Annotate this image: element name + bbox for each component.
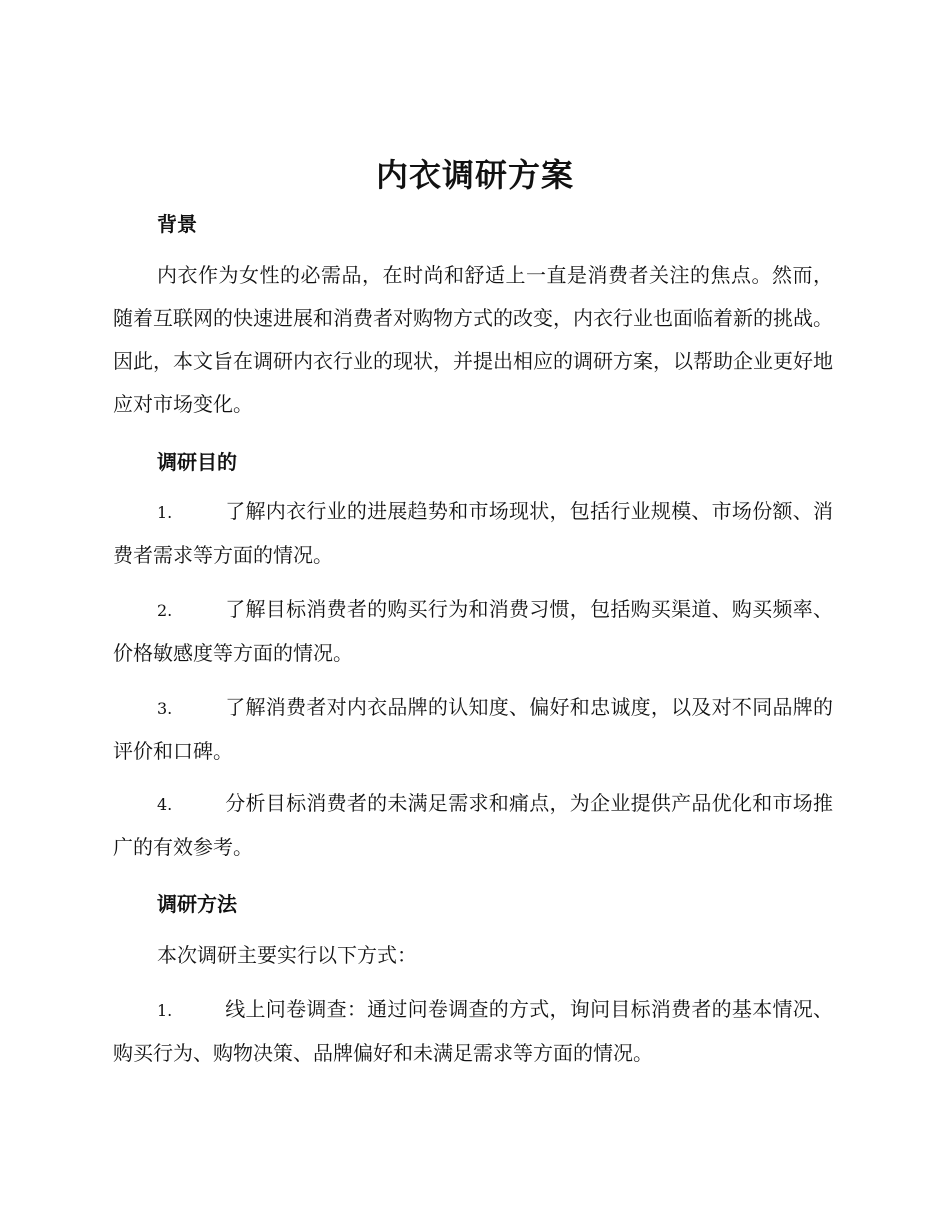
section-heading-objectives: 调研目的 xyxy=(157,450,237,474)
list-item-number: 1. xyxy=(157,1001,173,1020)
section-heading-background: 背景 xyxy=(157,212,197,236)
list-item xyxy=(113,782,833,869)
background-paragraph: 内衣作为女性的必需品，在时尚和舒适上一直是消费者关注的焦点。然而，随着互联网的快速进展和消费者对购物方式的改变，内衣行业也面临着新的挑战。因此，本文旨在调研内衣行业的现状，并提出相应的调研方案，以帮助企业更好地应对市场变化。 xyxy=(113,263,833,416)
list-item-text: 了解内衣行业的进展趋势和市场现状，包括行业规模、市场份额、消费者需求等方面的情况。 xyxy=(113,499,833,567)
list-item-number: 1. xyxy=(157,503,173,522)
list-item-text: 了解消费者对内衣品牌的认知度、偏好和忠诚度，以及对不同品牌的评价和口碑。 xyxy=(113,695,833,763)
document-title: 内衣调研方案 xyxy=(375,156,574,194)
list-item xyxy=(113,988,833,1075)
list-item-text: 了解目标消费者的购买行为和消费习惯，包括购买渠道、购买频率、价格敏感度等方面的情况。 xyxy=(113,597,833,665)
list-item xyxy=(113,686,833,773)
list-item-number: 2. xyxy=(157,601,173,620)
list-item-text: 分析目标消费者的未满足需求和痛点，为企业提供产品优化和市场推广的有效参考。 xyxy=(113,791,833,859)
list-item xyxy=(113,588,833,675)
list-item xyxy=(113,490,833,577)
list-item-number: 4. xyxy=(157,795,173,814)
list-item-number: 3. xyxy=(157,699,173,718)
list-item-text: 线上问卷调查：通过问卷调查的方式，询问目标消费者的基本情况、购买行为、购物决策、品牌偏好和未满足需求等方面的情况。 xyxy=(113,997,833,1065)
section-heading-methods: 调研方法 xyxy=(157,892,237,916)
methods-intro-paragraph: 本次调研主要实行以下方式： xyxy=(157,943,417,967)
